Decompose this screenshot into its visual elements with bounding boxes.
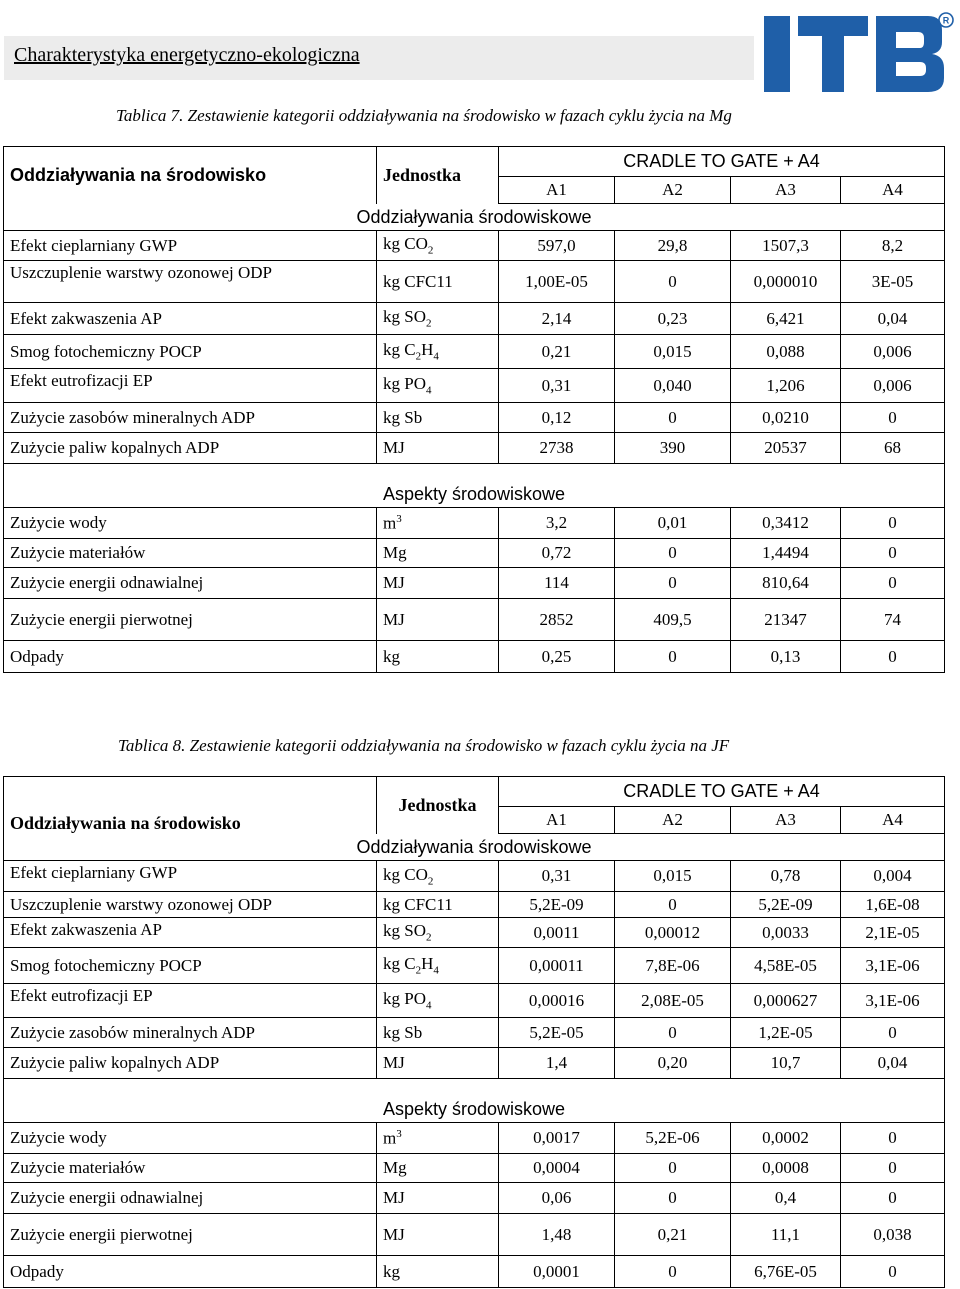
row-label-text: Zużycie materiałów [10, 543, 146, 562]
phase-a2: A2 [615, 177, 731, 204]
row-label [4, 1048, 377, 1079]
col-header-unit: Jednostka [377, 777, 499, 834]
unit-subscript: 4 [425, 384, 432, 397]
unit-text: kg C [383, 954, 416, 974]
row-unit [377, 892, 499, 918]
row-label-text: Efekt eutrofizacji EP [10, 371, 153, 390]
row-unit [377, 918, 499, 948]
row-unit [377, 303, 499, 335]
cell-value-a1: 0,72 [499, 539, 615, 568]
row-label-text: Uszczuplenie warstwy ozonowej ODP [10, 263, 273, 282]
row-unit [377, 568, 499, 599]
cradle-header: CRADLE TO GATE + A4 [499, 147, 945, 177]
row-label-text: Efekt cieplarniany GWP [10, 863, 178, 882]
row-label-text: Zużycie energii odnawialnej [10, 1188, 204, 1207]
cell-value-a2: 0 [615, 641, 731, 673]
cell-value-a4: 3E-05 [841, 261, 945, 303]
table-row [4, 261, 945, 303]
cell-value-a2: 0,015 [615, 861, 731, 892]
unit-text: kg CFC11 [383, 894, 453, 914]
table-row [4, 403, 945, 433]
phase-a3: A3 [731, 807, 841, 834]
row-label [4, 892, 377, 918]
cell-value-a1: 1,00E-05 [499, 261, 615, 303]
row-unit [377, 508, 499, 539]
unit-subscript: 4 [433, 350, 439, 363]
phase-a3: A3 [731, 177, 841, 204]
row-label [4, 1214, 377, 1256]
unit-text: kg [383, 646, 400, 666]
cell-value-a3: 0,088 [731, 335, 841, 369]
table8-aspects [4, 1123, 945, 1288]
unit-text: kg C [383, 340, 416, 360]
unit-subscript: 2 [427, 244, 434, 257]
row-label [4, 1123, 377, 1154]
cell-value-a4: 0 [841, 568, 945, 599]
unit-subscript: 2 [425, 931, 432, 944]
unit-text: kg CO [383, 234, 428, 254]
cell-value-a3: 10,7 [731, 1048, 841, 1079]
cell-value-a4: 8,2 [841, 231, 945, 261]
cell-value-a4: 0 [841, 403, 945, 433]
table-row [4, 861, 945, 892]
cell-value-a3: 0,78 [731, 861, 841, 892]
cell-value-a3: 4,58E-05 [731, 948, 841, 984]
unit-text: kg Sb [383, 407, 423, 427]
row-unit [377, 599, 499, 641]
table-row [4, 1018, 945, 1048]
cell-value-a3: 0,000627 [731, 984, 841, 1018]
cell-value-a2: 2,08E-05 [615, 984, 731, 1018]
section-aspects: Aspekty środowiskowe [4, 1079, 945, 1123]
unit-text: kg Sb [383, 1022, 423, 1042]
cell-value-a3: 810,64 [731, 568, 841, 599]
table-row [4, 369, 945, 403]
unit-text: kg CO [383, 864, 428, 884]
table-row [4, 231, 945, 261]
cell-value-a4: 0,04 [841, 303, 945, 335]
table-row [4, 1183, 945, 1214]
cell-value-a4: 0,006 [841, 335, 945, 369]
cell-value-a2: 0,23 [615, 303, 731, 335]
cell-value-a1: 0,12 [499, 403, 615, 433]
row-label-text: Uszczuplenie warstwy ozonowej ODP [10, 894, 273, 914]
row-label-text: Smog fotochemiczny POCP [10, 341, 202, 361]
cell-value-a4: 3,1E-06 [841, 984, 945, 1018]
table-row [4, 984, 945, 1018]
row-unit [377, 433, 499, 464]
cell-value-a4: 0,038 [841, 1214, 945, 1256]
row-unit [377, 1214, 499, 1256]
cell-value-a3: 21347 [731, 599, 841, 641]
table7-impacts [4, 231, 945, 464]
cell-value-a2: 0 [615, 1154, 731, 1183]
unit-subscript: 2 [415, 350, 422, 363]
cell-value-a2: 0 [615, 403, 731, 433]
row-unit [377, 1154, 499, 1183]
cell-value-a4: 74 [841, 599, 945, 641]
cell-value-a1: 114 [499, 568, 615, 599]
row-label [4, 335, 377, 369]
unit-text: MJ [383, 609, 405, 629]
cell-value-a2: 0 [615, 1256, 731, 1288]
unit-superscript: 3 [396, 512, 402, 525]
phase-a4: A4 [841, 177, 945, 204]
cell-value-a2: 0,21 [615, 1214, 731, 1256]
row-label-text: Zużycie energii pierwotnej [10, 1224, 193, 1244]
row-label-text: Odpady [10, 1261, 64, 1281]
row-unit [377, 1256, 499, 1288]
row-label [4, 403, 377, 433]
row-unit [377, 261, 499, 303]
section-impacts: Oddziaływania środowiskowe [4, 834, 945, 861]
cell-value-a2: 0 [615, 892, 731, 918]
cell-value-a1: 0,00016 [499, 984, 615, 1018]
cell-value-a1: 0,00011 [499, 948, 615, 984]
unit-subscript: 2 [425, 317, 432, 330]
cell-value-a3: 0,0002 [731, 1123, 841, 1154]
cell-value-a4: 0,004 [841, 861, 945, 892]
table-row [4, 599, 945, 641]
row-label [4, 1256, 377, 1288]
unit-text: MJ [383, 1224, 405, 1244]
row-label [4, 568, 377, 599]
svg-text:R: R [942, 15, 950, 26]
row-unit [377, 984, 499, 1018]
row-label-text: Zużycie materiałów [10, 1158, 146, 1177]
table-row [4, 539, 945, 568]
phase-a1: A1 [499, 177, 615, 204]
cell-value-a4: 0 [841, 1183, 945, 1214]
row-label-text: Efekt eutrofizacji EP [10, 986, 153, 1005]
table-row [4, 335, 945, 369]
unit-subscript: 2 [427, 875, 434, 888]
row-label-text: Zużycie energii pierwotnej [10, 609, 193, 629]
cell-value-a1: 0,0011 [499, 918, 615, 948]
unit-superscript: 3 [396, 1127, 402, 1140]
unit-text: kg SO [383, 307, 426, 327]
row-unit [377, 335, 499, 369]
table-row [4, 1214, 945, 1256]
unit-text-mid: H [421, 954, 434, 974]
row-label [4, 948, 377, 984]
row-label [4, 261, 377, 303]
row-label [4, 918, 377, 948]
row-unit [377, 861, 499, 892]
unit-text: m [383, 1128, 397, 1148]
cell-value-a4: 0 [841, 1123, 945, 1154]
unit-text: MJ [383, 1188, 405, 1207]
cell-value-a1: 0,06 [499, 1183, 615, 1214]
row-label [4, 984, 377, 1018]
cell-value-a1: 5,2E-09 [499, 892, 615, 918]
cell-value-a2: 0,015 [615, 335, 731, 369]
cell-value-a1: 2852 [499, 599, 615, 641]
unit-text: Mg [383, 1158, 407, 1177]
phase-a2: A2 [615, 807, 731, 834]
row-label [4, 1018, 377, 1048]
cell-value-a3: 0,13 [731, 641, 841, 673]
cell-value-a1: 1,4 [499, 1048, 615, 1079]
unit-text: kg PO [383, 374, 426, 394]
row-unit [377, 403, 499, 433]
row-label-text: Zużycie paliw kopalnych ADP [10, 438, 220, 457]
table-row [4, 948, 945, 984]
cell-value-a1: 2,14 [499, 303, 615, 335]
unit-text: kg SO [383, 921, 426, 941]
table8-caption: Tablica 8. Zestawienie kategorii oddziaływania na środowisko w fazach cyklu życia na JF [118, 736, 730, 755]
table-row [4, 1256, 945, 1288]
cell-value-a3: 6,76E-05 [731, 1256, 841, 1288]
cell-value-a1: 0,31 [499, 861, 615, 892]
cell-value-a4: 1,6E-08 [841, 892, 945, 918]
phase-a4: A4 [841, 807, 945, 834]
unit-text-mid: H [421, 340, 434, 360]
cell-value-a4: 0 [841, 539, 945, 568]
row-label [4, 231, 377, 261]
cell-value-a1: 0,0001 [499, 1256, 615, 1288]
cell-value-a1: 0,0004 [499, 1154, 615, 1183]
row-label [4, 861, 377, 892]
cell-value-a3: 1,2E-05 [731, 1018, 841, 1048]
table8 [3, 776, 945, 1288]
cell-value-a3: 11,1 [731, 1214, 841, 1256]
row-label [4, 539, 377, 568]
row-label-text: Zużycie energii odnawialnej [10, 573, 204, 592]
cell-value-a4: 0 [841, 1018, 945, 1048]
cell-value-a2: 0,040 [615, 369, 731, 403]
cell-value-a3: 1,206 [731, 369, 841, 403]
cell-value-a4: 0 [841, 1154, 945, 1183]
cell-value-a4: 68 [841, 433, 945, 464]
table-row [4, 1154, 945, 1183]
table-row [4, 892, 945, 918]
cell-value-a2: 0 [615, 1183, 731, 1214]
cell-value-a4: 3,1E-06 [841, 948, 945, 984]
cell-value-a2: 0 [615, 568, 731, 599]
table7-caption: Tablica 7. Zestawienie kategorii oddziaływania na środowisko w fazach cyklu życia na Mg [116, 106, 732, 125]
cell-value-a2: 0,01 [615, 508, 731, 539]
cell-value-a2: 390 [615, 433, 731, 464]
cell-value-a3: 1,4494 [731, 539, 841, 568]
cell-value-a3: 0,000010 [731, 261, 841, 303]
cell-value-a3: 6,421 [731, 303, 841, 335]
table-row [4, 918, 945, 948]
row-label-text: Efekt cieplarniany GWP [10, 235, 178, 255]
row-unit [377, 539, 499, 568]
row-unit [377, 1018, 499, 1048]
page-header-title: Charakterystyka energetyczno-ekologiczna [14, 44, 360, 66]
row-label [4, 599, 377, 641]
cell-value-a2: 5,2E-06 [615, 1123, 731, 1154]
cell-value-a2: 0 [615, 261, 731, 303]
cell-value-a3: 20537 [731, 433, 841, 464]
table-row [4, 303, 945, 335]
unit-text: kg PO [383, 989, 426, 1009]
row-label [4, 303, 377, 335]
table7-aspects [4, 508, 945, 673]
col-header-impact: Oddziaływania na środowisko [4, 777, 377, 834]
cell-value-a2: 7,8E-06 [615, 948, 731, 984]
cell-value-a3: 0,0210 [731, 403, 841, 433]
row-label [4, 1154, 377, 1183]
unit-subscript: 4 [425, 999, 432, 1012]
row-label-text: Zużycie zasobów mineralnych ADP [10, 407, 256, 427]
row-label [4, 433, 377, 464]
cradle-header: CRADLE TO GATE + A4 [499, 777, 945, 807]
row-unit [377, 948, 499, 984]
cell-value-a4: 0 [841, 508, 945, 539]
row-label-text: Zużycie paliw kopalnych ADP [10, 1053, 220, 1072]
row-label-text: Odpady [10, 646, 64, 666]
unit-text: MJ [383, 573, 405, 592]
row-label [4, 1183, 377, 1214]
unit-text: MJ [383, 1053, 405, 1072]
row-unit [377, 1123, 499, 1154]
unit-text: m [383, 513, 397, 533]
cell-value-a3: 0,0008 [731, 1154, 841, 1183]
cell-value-a1: 5,2E-05 [499, 1018, 615, 1048]
table-row [4, 1123, 945, 1154]
unit-text: MJ [383, 438, 405, 457]
cell-value-a4: 0,04 [841, 1048, 945, 1079]
row-unit [377, 231, 499, 261]
cell-value-a3: 1507,3 [731, 231, 841, 261]
cell-value-a3: 5,2E-09 [731, 892, 841, 918]
cell-value-a1: 0,0017 [499, 1123, 615, 1154]
unit-subscript: 4 [433, 964, 439, 977]
row-label-text: Zużycie wody [10, 1128, 107, 1147]
itb-logo [760, 8, 956, 92]
row-label-text: Efekt zakwaszenia AP [10, 308, 162, 328]
row-label [4, 508, 377, 539]
row-unit [377, 369, 499, 403]
table-row [4, 641, 945, 673]
cell-value-a2: 409,5 [615, 599, 731, 641]
phase-a1: A1 [499, 807, 615, 834]
unit-text: Mg [383, 543, 407, 562]
cell-value-a1: 3,2 [499, 508, 615, 539]
table7 [3, 146, 945, 673]
col-header-unit: Jednostka [377, 147, 499, 204]
cell-value-a1: 2738 [499, 433, 615, 464]
unit-subscript: 2 [415, 964, 422, 977]
row-label [4, 641, 377, 673]
cell-value-a4: 2,1E-05 [841, 918, 945, 948]
cell-value-a4: 0 [841, 1256, 945, 1288]
table-row [4, 568, 945, 599]
cell-value-a1: 597,0 [499, 231, 615, 261]
table-row [4, 433, 945, 464]
row-unit [377, 1183, 499, 1214]
table8-impacts [4, 861, 945, 1079]
cell-value-a2: 0 [615, 1018, 731, 1048]
cell-value-a3: 0,4 [731, 1183, 841, 1214]
cell-value-a1: 0,21 [499, 335, 615, 369]
row-unit [377, 641, 499, 673]
cell-value-a1: 1,48 [499, 1214, 615, 1256]
cell-value-a1: 0,25 [499, 641, 615, 673]
unit-text: kg CFC11 [383, 271, 453, 291]
row-label [4, 369, 377, 403]
cell-value-a2: 0,20 [615, 1048, 731, 1079]
row-unit [377, 1048, 499, 1079]
row-label-text: Smog fotochemiczny POCP [10, 955, 202, 975]
row-label-text: Zużycie wody [10, 513, 107, 532]
section-aspects: Aspekty środowiskowe [4, 464, 945, 508]
cell-value-a1: 0,31 [499, 369, 615, 403]
cell-value-a2: 0,00012 [615, 918, 731, 948]
col-header-impact: Oddziaływania na środowisko [4, 147, 377, 204]
table-row [4, 1048, 945, 1079]
row-label-text: Efekt zakwaszenia AP [10, 920, 162, 939]
cell-value-a4: 0,006 [841, 369, 945, 403]
cell-value-a3: 0,3412 [731, 508, 841, 539]
cell-value-a2: 0 [615, 539, 731, 568]
unit-text: kg [383, 1261, 400, 1281]
cell-value-a4: 0 [841, 641, 945, 673]
cell-value-a2: 29,8 [615, 231, 731, 261]
section-impacts: Oddziaływania środowiskowe [4, 204, 945, 231]
row-label-text: Zużycie zasobów mineralnych ADP [10, 1022, 256, 1042]
table-row [4, 508, 945, 539]
cell-value-a3: 0,0033 [731, 918, 841, 948]
